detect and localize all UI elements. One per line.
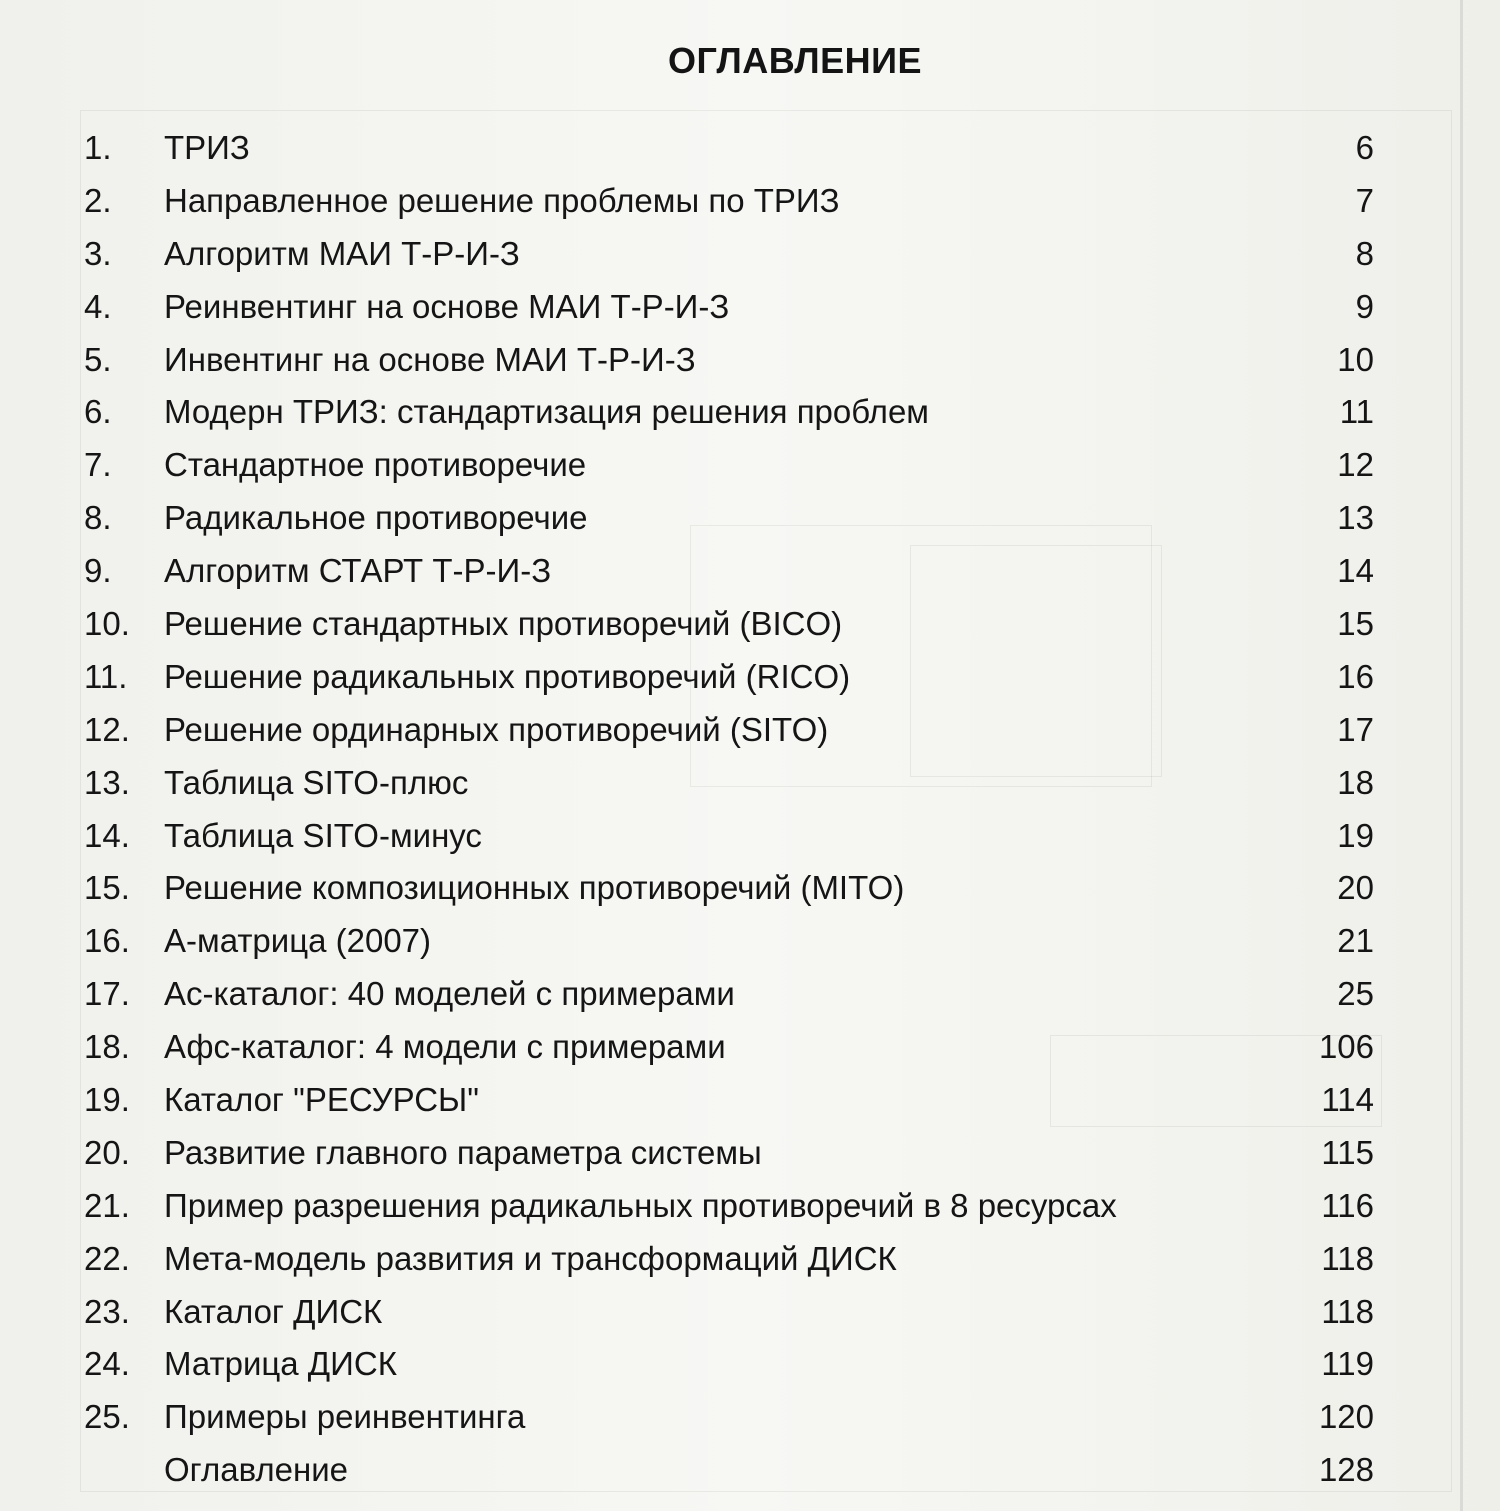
toc-entry-number: 11. <box>84 657 128 695</box>
toc-entry-title: Матрица ДИСК <box>164 1345 397 1383</box>
toc-entry-page-number: 19 <box>1337 816 1374 854</box>
toc-entry-page-number: 9 <box>1355 287 1374 325</box>
page-title: ОГЛАВЛЕНИЕ <box>667 40 923 81</box>
toc-entry-number: 12. <box>84 710 130 748</box>
toc-entry-number: 20. <box>84 1133 130 1171</box>
toc-entry <box>84 757 1374 810</box>
toc-entry-number: 17. <box>84 975 130 1013</box>
toc-entry-title: Развитие главного параметра системы <box>164 1133 762 1171</box>
toc-entry <box>84 228 1374 281</box>
toc-entry-page-number: 119 <box>1321 1345 1374 1383</box>
toc-entry <box>84 704 1374 757</box>
toc-entry-title: Таблица SITO-плюс <box>164 763 469 801</box>
toc-entry-page-number: 128 <box>1318 1451 1374 1489</box>
page-binding-edge <box>1460 0 1463 1511</box>
toc-entry-page-number: 115 <box>1321 1133 1374 1171</box>
toc-entry <box>84 492 1374 545</box>
toc-entry-title: Направленное решение проблемы по ТРИЗ <box>164 181 840 219</box>
toc-entry-page-number: 14 <box>1337 552 1374 590</box>
toc-entry-page-number: 8 <box>1355 234 1374 272</box>
toc-entry-number: 15. <box>84 869 130 907</box>
toc-entry <box>84 1127 1374 1180</box>
toc-entry-number: 23. <box>84 1292 130 1330</box>
toc-entry-page-number: 11 <box>1339 393 1374 431</box>
toc-entry-title: ТРИЗ <box>164 129 250 166</box>
toc-entry-title: Реинвентинг на основе МАИ Т-Р-И-З <box>164 287 730 325</box>
toc-entry <box>84 175 1374 228</box>
toc-entry-title: Примеры реинвентинга <box>164 1398 526 1436</box>
toc-entry-number: 1. <box>84 129 112 166</box>
toc-entry-page-number: 120 <box>1318 1398 1374 1436</box>
toc-entry-title: Решение ординарных противоречий (SITO) <box>164 710 829 748</box>
toc-entry-number: 7. <box>84 446 112 484</box>
toc-entry <box>84 122 1374 175</box>
toc-entry-title: Решение композиционных противоречий (MITO) <box>164 869 905 907</box>
toc-entry-page-number: 6 <box>1355 129 1374 166</box>
toc-entry-page-number: 106 <box>1318 1028 1374 1066</box>
toc-entry-title: Мета-модель развития и трансформаций ДИСК <box>164 1239 897 1277</box>
toc-entry <box>84 545 1374 598</box>
toc-entry-number: 3. <box>84 234 112 272</box>
toc-entry-title: Алгоритм СТАРТ Т-Р-И-З <box>164 552 552 590</box>
toc-entry-title: Ас-каталог: 40 моделей с примерами <box>164 975 735 1013</box>
toc-entry-page-number: 21 <box>1337 922 1374 960</box>
toc-entry <box>84 862 1374 915</box>
toc-entry-number: 16. <box>84 922 130 960</box>
toc-entry-title: Таблица SITO-минус <box>164 816 482 854</box>
toc-entry-number: 10. <box>84 605 130 643</box>
toc-entry-number: 19. <box>84 1081 130 1119</box>
toc-entry-title: Каталог ДИСК <box>164 1292 383 1330</box>
toc-entry-title: А-матрица (2007) <box>164 922 432 960</box>
toc-entry <box>84 334 1374 387</box>
toc-entry <box>84 281 1374 334</box>
toc-entry <box>84 1444 1374 1497</box>
toc-entry <box>84 598 1374 651</box>
toc-entry <box>84 439 1374 492</box>
toc-entry-number: 8. <box>84 499 112 537</box>
toc-entry-page-number: 118 <box>1321 1239 1374 1277</box>
toc-entry-number: 5. <box>84 340 112 378</box>
toc-entry <box>84 1391 1374 1444</box>
toc-entry-number: 13. <box>84 763 130 801</box>
toc-entry-title: Модерн ТРИЗ: стандартизация решения проблем <box>164 393 929 431</box>
toc-entry-number: 6. <box>84 393 112 431</box>
toc-entry-title: Инвентинг на основе МАИ Т-Р-И-З <box>164 340 696 378</box>
toc-entry <box>84 1021 1374 1074</box>
toc-entry-page-number: 13 <box>1337 499 1374 537</box>
toc-entry-title: Решение радикальных противоречий (RICO) <box>164 657 851 695</box>
toc-entry-page-number: 16 <box>1337 657 1374 695</box>
toc-entry-title: Афс-каталог: 4 модели с примерами <box>164 1028 726 1066</box>
toc-entry <box>84 651 1374 704</box>
toc-entry-number: 9. <box>84 552 112 590</box>
toc-entry-page-number: 25 <box>1337 975 1374 1013</box>
toc-entry-number: 18. <box>84 1028 130 1066</box>
toc-entry <box>84 1286 1374 1339</box>
table-of-contents <box>84 122 1374 1497</box>
toc-entry <box>84 1338 1374 1391</box>
toc-entry <box>84 386 1374 439</box>
toc-entry-title: Каталог "РЕСУРСЫ" <box>164 1081 479 1119</box>
toc-entry-page-number: 10 <box>1337 340 1374 378</box>
toc-entry-title: Алгоритм МАИ Т-Р-И-З <box>164 234 520 272</box>
toc-entry-number: 22. <box>84 1239 130 1277</box>
toc-entry-title: Радикальное противоречие <box>164 499 588 537</box>
toc-entry-page-number: 17 <box>1337 710 1374 748</box>
toc-entry-number: 21. <box>84 1186 130 1224</box>
toc-entry-page-number: 15 <box>1337 605 1374 643</box>
toc-entry-title: Оглавление <box>164 1451 348 1489</box>
toc-entry <box>84 1180 1374 1233</box>
toc-entry-title: Пример разрешения радикальных противоречий в 8 ресурсах <box>164 1186 1117 1224</box>
toc-entry-page-number: 20 <box>1337 869 1374 907</box>
toc-entry-number: 25. <box>84 1398 130 1436</box>
toc-entry-number: 14. <box>84 816 130 854</box>
toc-entry-number: 4. <box>84 287 112 325</box>
toc-entry-page-number: 118 <box>1321 1292 1374 1330</box>
toc-entry-title: Решение стандартных противоречий (BICO) <box>164 605 843 643</box>
toc-entry <box>84 1233 1374 1286</box>
toc-entry-number: 24. <box>84 1345 130 1383</box>
toc-entry <box>84 810 1374 863</box>
toc-entry-number: 2. <box>84 181 112 219</box>
toc-entry-page-number: 7 <box>1355 181 1374 219</box>
toc-entry <box>84 1074 1374 1127</box>
toc-entry-page-number: 116 <box>1321 1186 1374 1224</box>
toc-entry <box>84 968 1374 1021</box>
toc-entry-page-number: 12 <box>1337 446 1374 484</box>
toc-entry <box>84 915 1374 968</box>
toc-entry-title: Стандартное противоречие <box>164 446 587 484</box>
toc-entry-page-number: 114 <box>1321 1081 1374 1119</box>
toc-entry-page-number: 18 <box>1337 763 1374 801</box>
